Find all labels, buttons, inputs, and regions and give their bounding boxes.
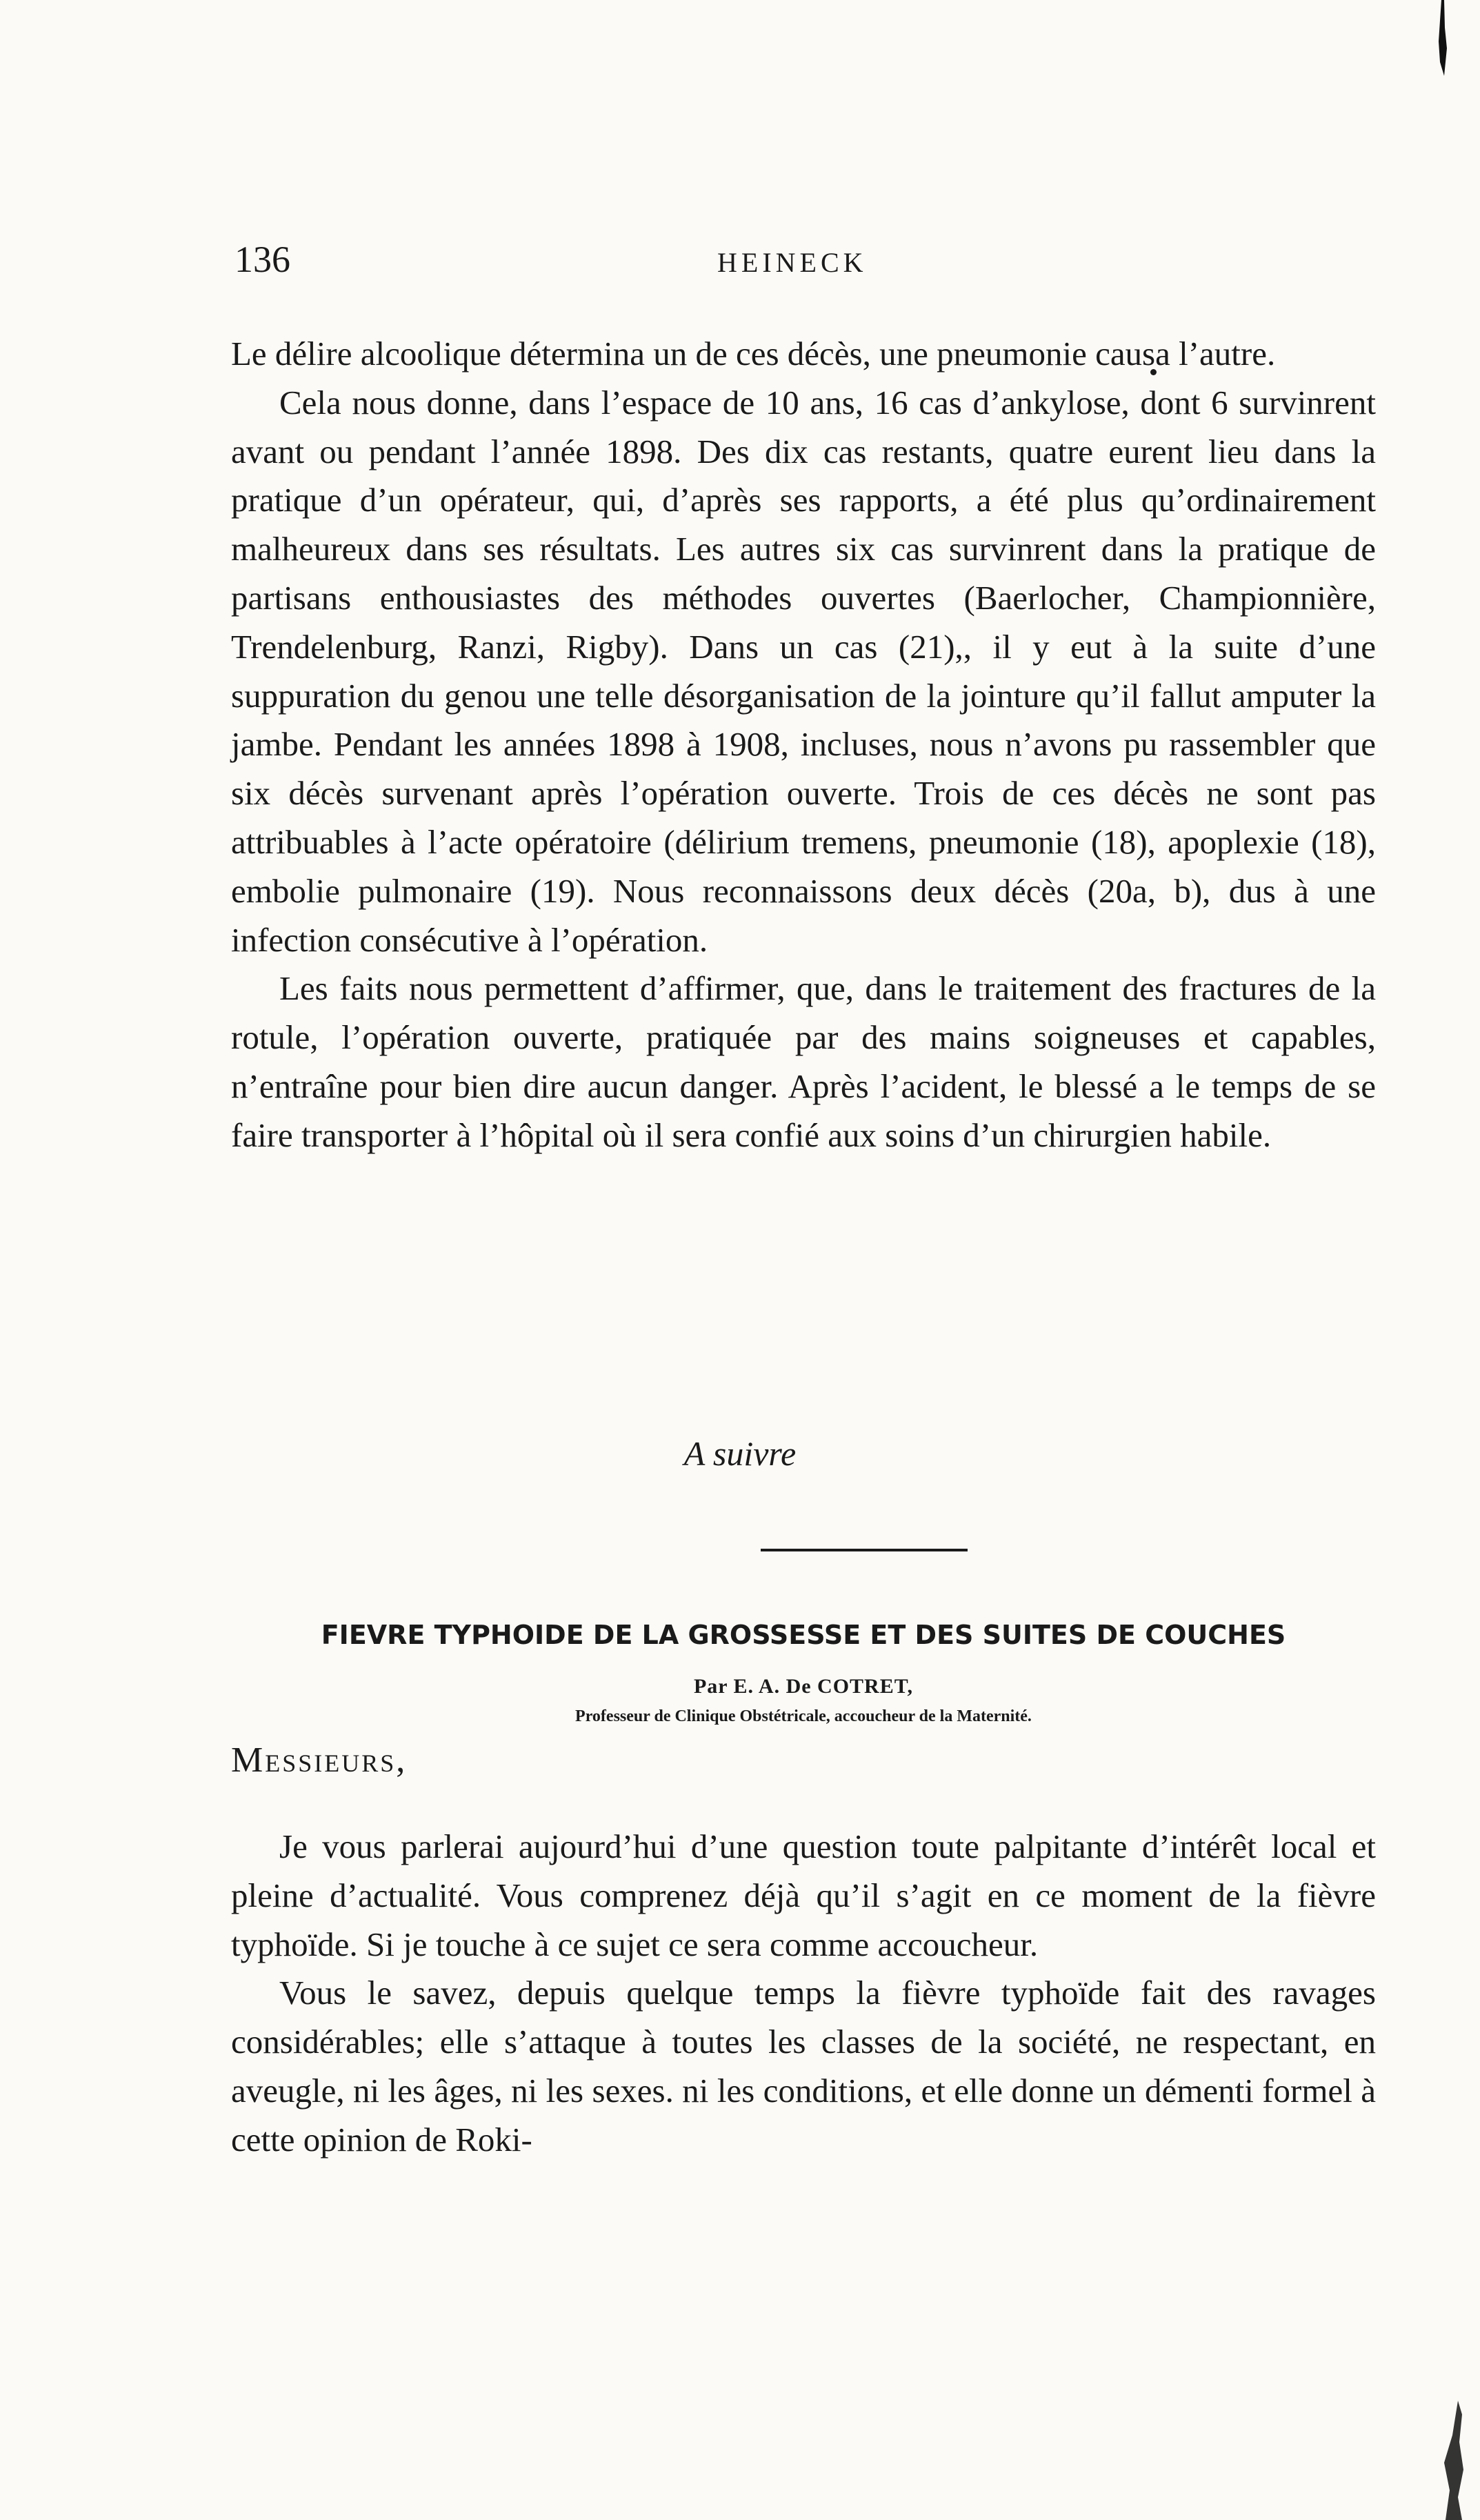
section-divider bbox=[761, 1549, 968, 1551]
article-continuation bbox=[231, 330, 1376, 1160]
article-title: FIEVRE TYPHOIDE DE LA GROSSESSE ET DES SUITES DE COUCHES bbox=[321, 1620, 1286, 1650]
page-number: 136 bbox=[234, 239, 290, 280]
running-head: HEINECK bbox=[717, 247, 868, 278]
author-affiliation: Professeur de Clinique Obstétricale, accoucheur de la Maternité. bbox=[575, 1707, 1032, 1725]
page-header bbox=[234, 238, 1342, 286]
article-body bbox=[231, 1823, 1376, 2165]
continuation-note: A suivre bbox=[683, 1434, 797, 1473]
paragraph: Les faits nous permettent d’affirmer, que, dans le traitement des fractures de la rotule, l’opération ouverte, pratiquée par des mains soigneuses et capables, n’entraîne pour bien dire aucun danger. Après l’acident, le blessé a le temps de se faire transporter à l’hôpital où il sera confié aux soins d’un chirurgien habile. bbox=[231, 969, 1376, 1154]
paragraph: Le délire alcoolique détermina un de ces décès, une pneumonie causa l’autre. bbox=[231, 335, 1276, 373]
binding-edge-mark bbox=[1432, 0, 1452, 83]
salutation: Messieurs, bbox=[231, 1740, 408, 1780]
paragraph: Je vous parlerai aujourd’hui d’une question toute palpitante d’intérêt local et pleine d’actualité. Vous comprenez déjà qu’il s’agit en ce moment de la fièvre typhoïde. Si je touche à ce sujet ce sera comme accoucheur. bbox=[231, 1827, 1376, 1963]
author-byline: Par E. A. De COTRET, bbox=[693, 1675, 914, 1698]
paragraph: Cela nous donne, dans l’espace de 10 ans, 16 cas d’ankylose, dont 6 survinrent avant ou pendant l’année 1898. Des dix cas restants, quatre eurent lieu dans la pratique d’un opérateur, qui, d’après ses rapports, a été plus qu’ordinairement malheureux dans ses résultats. Les autres six cas survinrent dans la pratique de partisans enthousiastes des méthodes ouvertes (Baerlocher, Championnière, Trendelenburg, Ranzi, Rigby). Dans un cas (21),, il y eut à la suite d’une suppuration du genou une telle désorganisation de la jointure qu’il fallut amputer la jambe. Pendant les années 1898 à 1908, incluses, nous n’avons pu rassembler que six décès survenant après l’opération ouverte. Trois de ces décès ne sont pas attribuables à l’acte opératoire (délirium tremens, pneumonie (18), apoplexie (18), embolie pulmonaire (19). Nous reconnaissons deux décès (20a, b), dus à une infection consécutive à l’opération. bbox=[231, 383, 1376, 959]
paragraph: Vous le savez, depuis quelque temps la fièvre typhoïde fait des ravages considérables; elle s’attaque à toutes les classes de la société, ne respectant, en aveugle, ni les âges, ni les sexes. ni les conditions, et elle donne un démenti formel à cette opinion de Roki- bbox=[231, 1974, 1376, 2159]
binding-edge-mark bbox=[1432, 2401, 1466, 2520]
